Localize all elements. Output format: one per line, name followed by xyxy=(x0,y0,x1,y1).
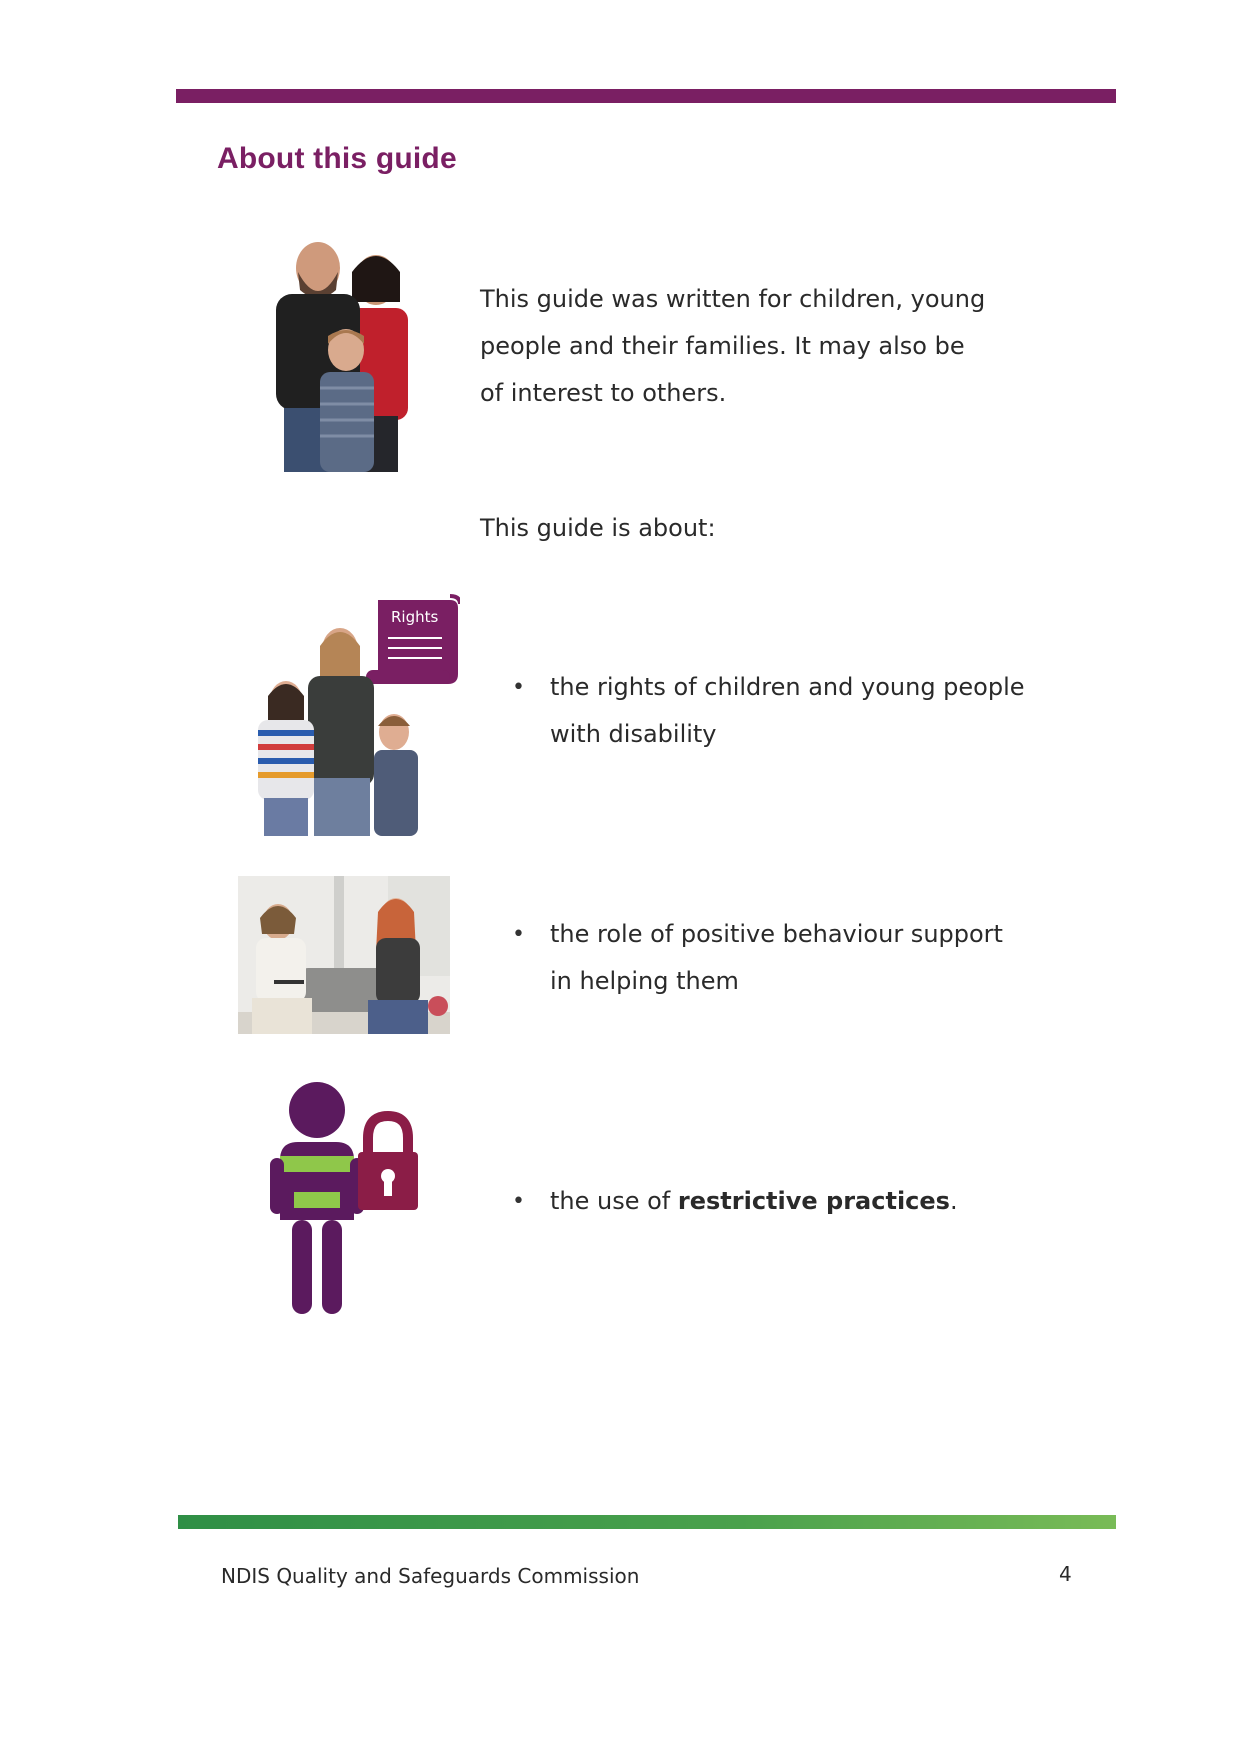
bullet-bold-term: restrictive practices xyxy=(677,1187,950,1215)
bullet-marker: • xyxy=(512,675,525,700)
bullet-line: in helping them xyxy=(550,967,739,995)
page-number: 4 xyxy=(1059,1562,1072,1586)
children-with-rights-scroll-photo xyxy=(228,592,460,836)
bullet-prefix: the use of xyxy=(550,1187,678,1215)
person-with-padlock-icon xyxy=(268,1080,424,1316)
bullet-suffix: . xyxy=(949,1187,958,1215)
rights-scroll-label: Rights xyxy=(391,608,439,626)
bullet-text xyxy=(550,911,1003,1005)
bullet-line: the rights of children and young people xyxy=(550,673,1025,701)
family-photo xyxy=(248,232,440,472)
bullet-text xyxy=(550,1178,958,1225)
bullet-text xyxy=(550,664,1025,758)
support-meeting-photo xyxy=(238,876,450,1034)
list-item xyxy=(512,664,1042,758)
bullet-line: the role of positive behaviour support xyxy=(550,920,1003,948)
bullet-line: with disability xyxy=(550,720,717,748)
intro-line: of interest to others. xyxy=(480,379,727,407)
bullet-marker: • xyxy=(512,1189,525,1214)
guide-topics-lead: This guide is about: xyxy=(480,514,716,542)
footer-organisation: NDIS Quality and Safeguards Commission xyxy=(221,1564,640,1588)
bottom-divider xyxy=(178,1515,1116,1529)
list-item xyxy=(512,1178,1042,1225)
page-title: About this guide xyxy=(217,142,457,175)
intro-line: This guide was written for children, young xyxy=(480,285,986,313)
list-item xyxy=(512,911,1042,1005)
top-divider xyxy=(176,89,1116,103)
intro-line: people and their families. It may also be xyxy=(480,332,965,360)
intro-paragraph xyxy=(480,276,1040,417)
bullet-marker: • xyxy=(512,922,525,947)
